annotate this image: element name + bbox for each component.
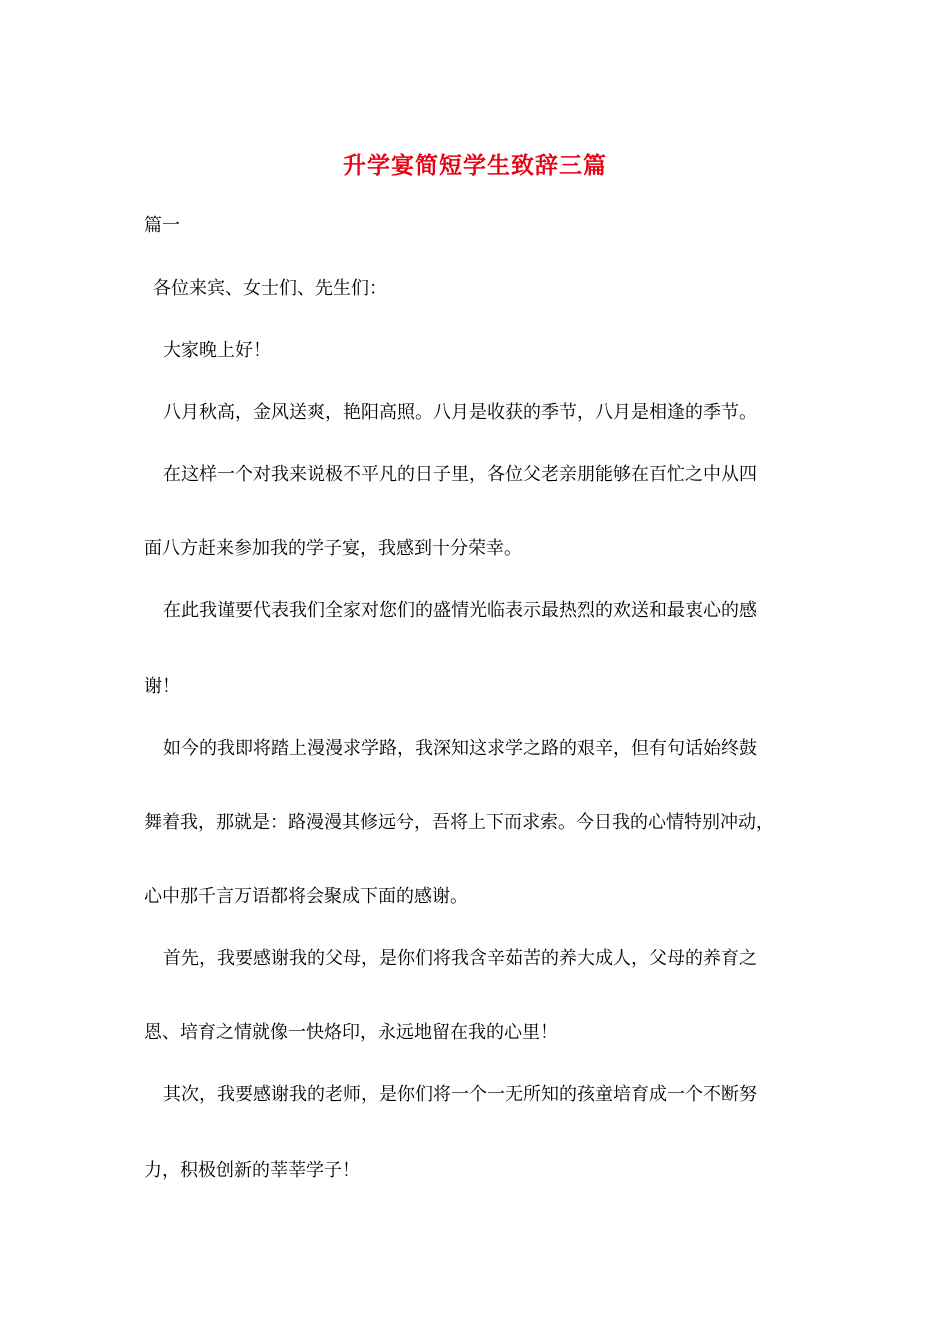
document-title: 升学宴简短学生致辞三篇: [343, 152, 607, 179]
section-heading: 篇一: [144, 215, 180, 236]
paragraph-line: 八月秋高，金风送爽，艳阳高照。八月是收获的季节，八月是相逢的季节。: [163, 402, 757, 423]
paragraph-line: 心中那千言万语都将会聚成下面的感谢。: [144, 886, 468, 907]
paragraph-line: 如今的我即将踏上漫漫求学路，我深知这求学之路的艰辛，但有句话始终鼓: [163, 738, 757, 759]
paragraph-line: 恩、培育之情就像一快烙印，永远地留在我的心里！: [144, 1022, 558, 1043]
paragraph-line: 面八方赶来参加我的学子宴，我感到十分荣幸。: [144, 538, 522, 559]
paragraph-line: 在此我谨要代表我们全家对您们的盛情光临表示最热烈的欢送和最衷心的感: [163, 600, 757, 621]
paragraph-line: 力，积极创新的莘莘学子！: [144, 1160, 360, 1181]
paragraph-line: 谢！: [144, 676, 180, 697]
paragraph-line: 其次，我要感谢我的老师，是你们将一个一无所知的孩童培育成一个不断努: [163, 1084, 757, 1105]
paragraph-line: 在这样一个对我来说极不平凡的日子里，各位父老亲朋能够在百忙之中从四: [163, 464, 757, 485]
paragraph-line: 舞着我，那就是：路漫漫其修远兮，吾将上下而求索。今日我的心情特别冲动，: [144, 812, 774, 833]
greeting-line: 各位来宾、女士们、先生们：: [153, 278, 387, 299]
paragraph-line: 首先，我要感谢我的父母，是你们将我含辛茹苦的养大成人，父母的养育之: [163, 948, 757, 969]
paragraph-line: 大家晚上好！: [163, 340, 271, 361]
